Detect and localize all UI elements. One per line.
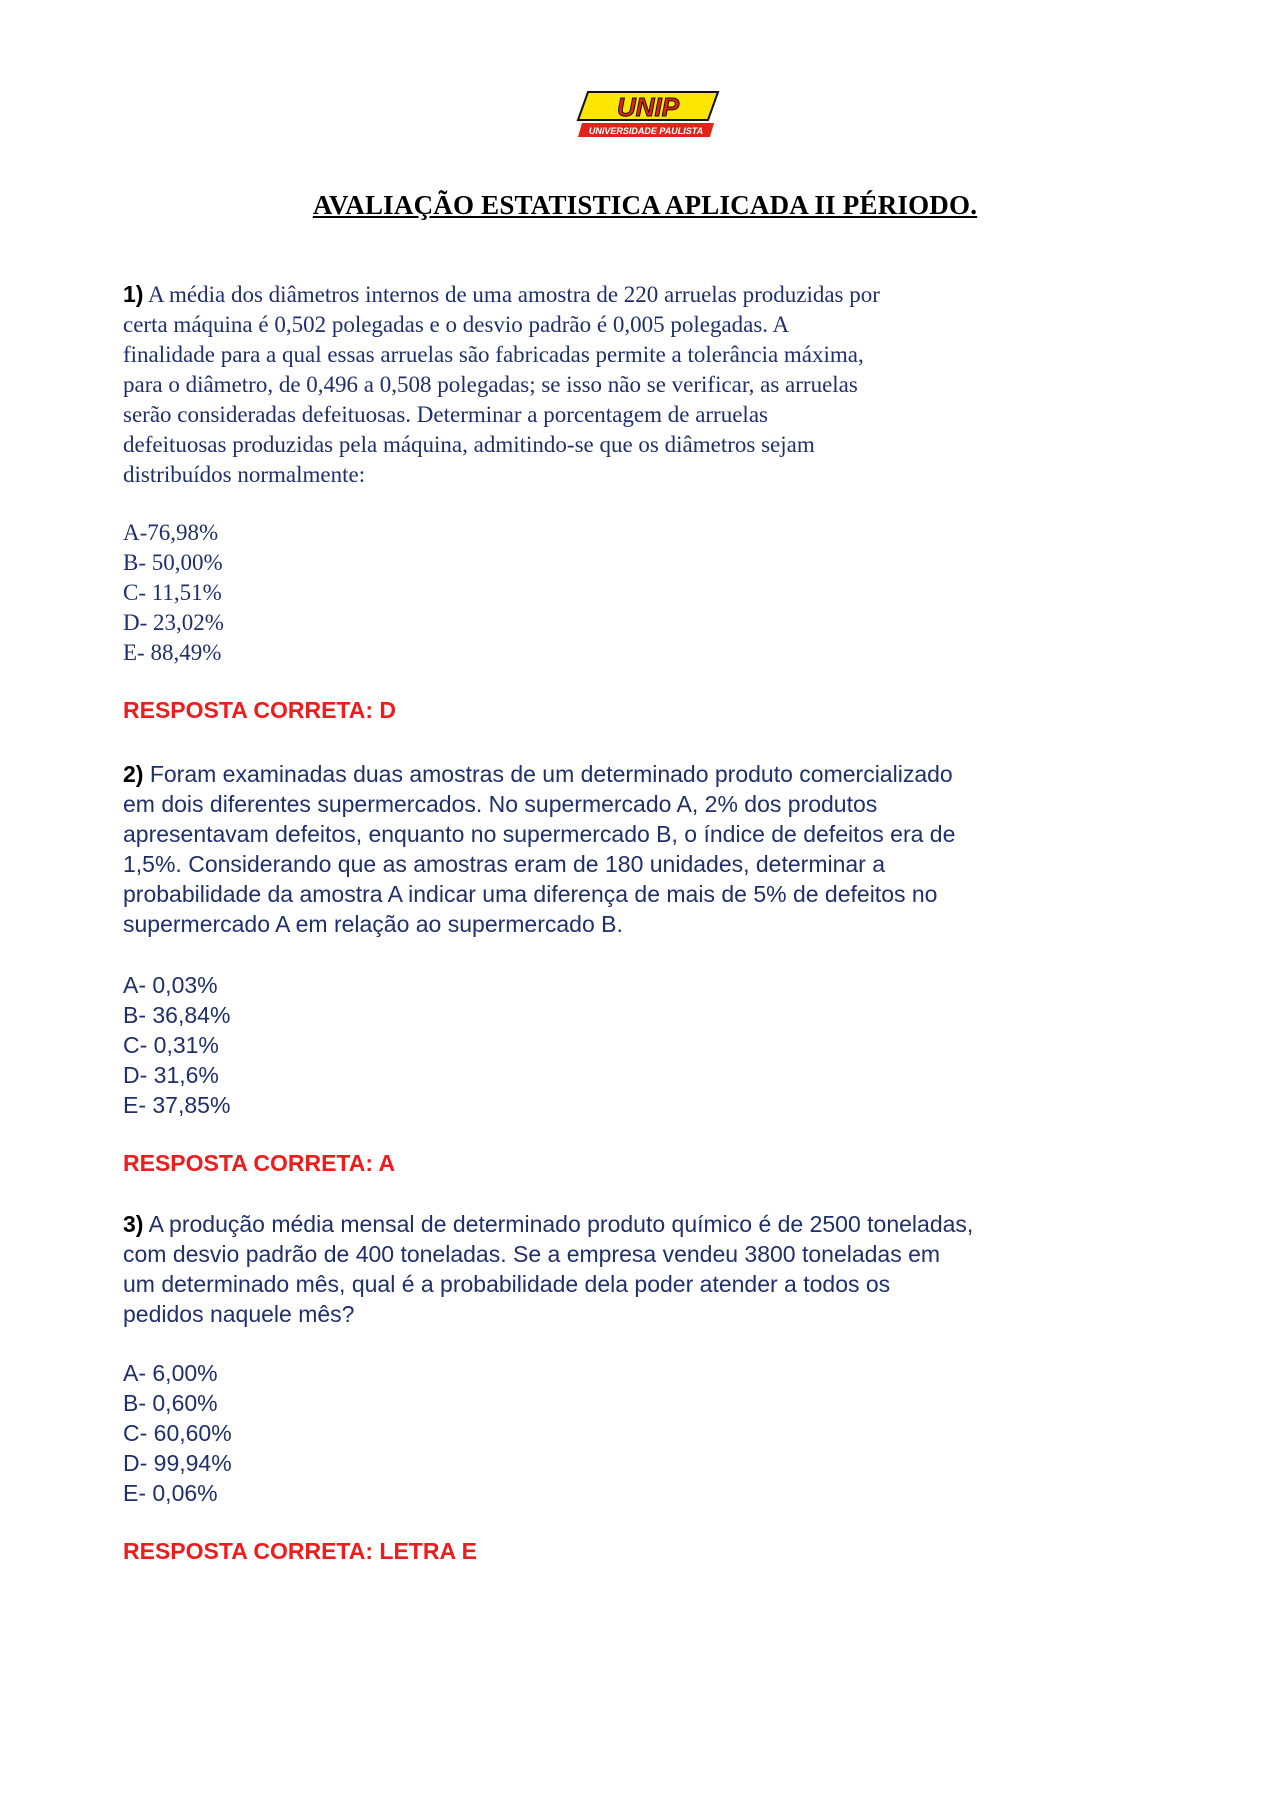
option-e: E- 37,85% [123, 1092, 231, 1118]
question-line: probabilidade da amostra A indicar uma diferença de mais de 5% de defeitos no [123, 881, 938, 907]
option-c: C- 11,51% [123, 580, 222, 605]
option-d: D- 99,94% [123, 1450, 232, 1476]
question-line: distribuídos normalmente: [123, 462, 366, 487]
unip-logo [574, 90, 720, 140]
option-e: E- 88,49% [123, 640, 222, 665]
question-line: em dois diferentes supermercados. No supermercado A, 2% dos produtos [123, 791, 878, 817]
question-number: 1) [123, 281, 144, 307]
question-line: Foram examinadas duas amostras de um determinado produto comercializado [149, 761, 953, 787]
answer-1: RESPOSTA CORRETA: D [123, 697, 397, 723]
option-a: A- 0,03% [123, 972, 218, 998]
logo-subtitle: UNIVERSIDADE PAULISTA [588, 126, 704, 136]
page-title: AVALIAÇÃO ESTATISTICA APLICADA II PÉRIODO. [312, 190, 978, 220]
option-e: E- 0,06% [123, 1480, 218, 1506]
question-3 [123, 1209, 1123, 1329]
question-1-options [123, 518, 1123, 668]
unip-logo-graphic [574, 90, 720, 140]
answer-3: RESPOSTA CORRETA: LETRA E [123, 1538, 477, 1564]
option-a: A-76,98% [123, 520, 219, 545]
question-line: com desvio padrão de 400 toneladas. Se a empresa vendeu 3800 toneladas em [123, 1241, 941, 1267]
question-line: supermercado A em relação ao supermercado B. [123, 911, 623, 937]
option-c: C- 60,60% [123, 1420, 232, 1446]
question-line: serão consideradas defeituosas. Determinar a porcentagem de arruelas [123, 402, 768, 427]
option-b: B- 50,00% [123, 550, 223, 575]
question-1-text [123, 279, 1123, 490]
question-line: apresentavam defeitos, enquanto no supermercado B, o índice de defeitos era de [123, 821, 956, 847]
option-d: D- 31,6% [123, 1062, 219, 1088]
option-b: B- 0,60% [123, 1390, 218, 1416]
question-line: 1,5%. Considerando que as amostras eram de 180 unidades, determinar a [123, 851, 886, 877]
logo-text: UNIP [616, 92, 680, 122]
question-line: A produção média mensal de determinado produto químico é de 2500 toneladas, [148, 1211, 974, 1237]
answer-2: RESPOSTA CORRETA: A [123, 1150, 396, 1176]
question-line: A média dos diâmetros internos de uma amostra de 220 arruelas produzidas por [147, 282, 880, 307]
question-line: um determinado mês, qual é a probabilidade dela poder atender a todos os [123, 1271, 891, 1297]
question-3-text [123, 1209, 1123, 1329]
question-line: pedidos naquele mês? [123, 1301, 355, 1327]
question-2-options [123, 970, 1123, 1120]
question-line: certa máquina é 0,502 polegadas e o desvio padrão é 0,005 polegadas. A [123, 312, 790, 337]
question-1 [123, 279, 1123, 490]
question-line: finalidade para a qual essas arruelas são fabricadas permite a tolerância máxima, [123, 342, 864, 367]
option-a: A- 6,00% [123, 1360, 218, 1386]
option-d: D- 23,02% [123, 610, 224, 635]
question-2-text [123, 759, 1123, 939]
question-2 [123, 759, 1123, 939]
question-number: 2) [123, 761, 144, 787]
question-number: 3) [123, 1211, 144, 1237]
question-line: defeituosas produzidas pela máquina, admitindo-se que os diâmetros sejam [123, 432, 815, 457]
option-b: B- 36,84% [123, 1002, 231, 1028]
question-line: para o diâmetro, de 0,496 a 0,508 polegadas; se isso não se verificar, as arruelas [123, 372, 858, 397]
option-c: C- 0,31% [123, 1032, 219, 1058]
question-3-options [123, 1358, 1123, 1508]
